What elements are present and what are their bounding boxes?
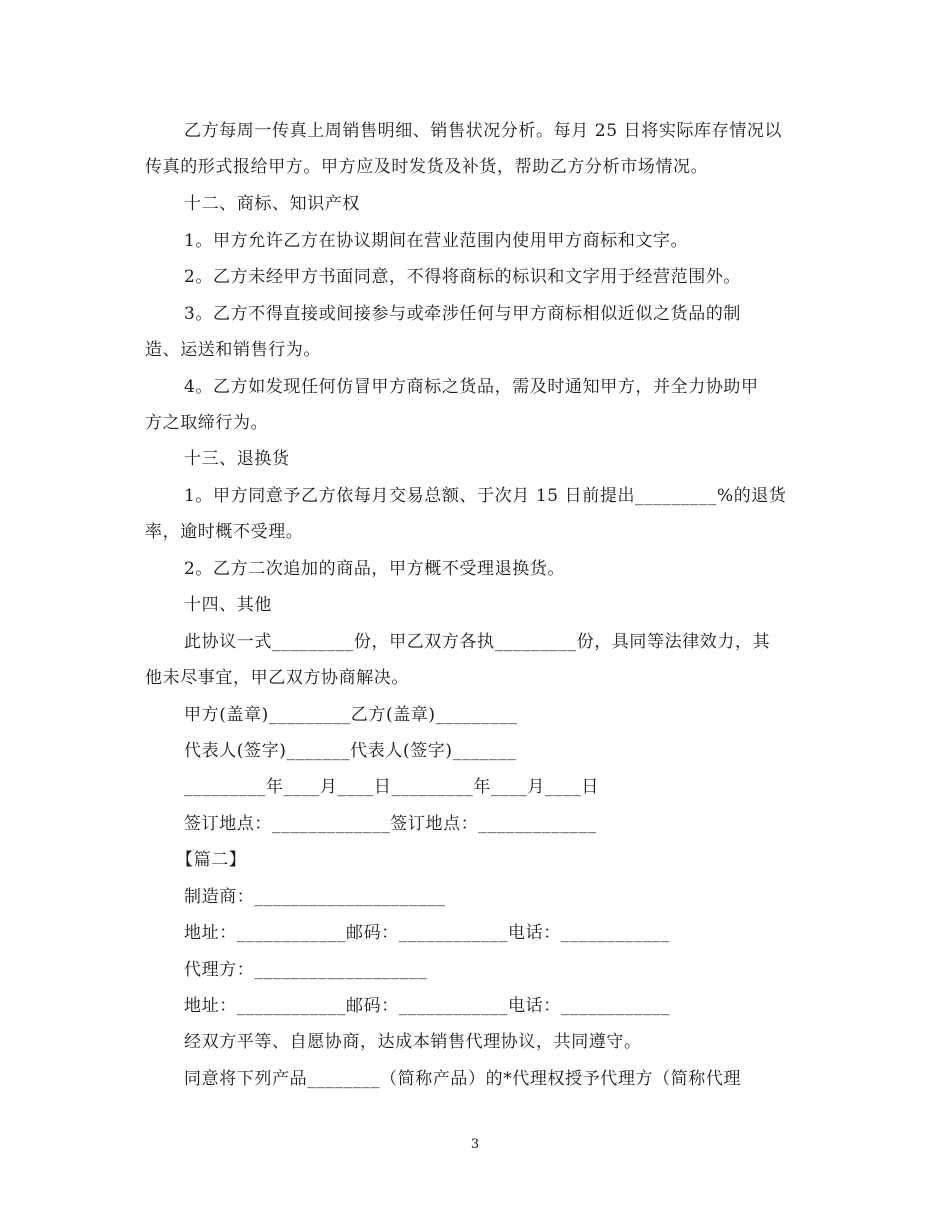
- paragraph-line: 同意将下列产品________（简称产品）的*代理权授予代理方（简称代理: [184, 1069, 742, 1089]
- form-field-line: 代理方：___________________: [184, 960, 428, 980]
- paragraph-line: 乙方每周一传真上周销售明细、销售状况分析。每月 25 日将实际库存情况以: [184, 121, 783, 141]
- section-heading: 十二、商标、知识产权: [184, 194, 360, 214]
- paragraph-line: 1。甲方允许乙方在协议期间在营业范围内使用甲方商标和文字。: [184, 231, 689, 251]
- form-field-line: 地址：____________邮码：____________电话：____________: [184, 923, 670, 943]
- paragraph-line: 传真的形式报给甲方。甲方应及时发货及补货，帮助乙方分析市场情况。: [145, 157, 709, 177]
- form-field-line: 制造商：_____________________: [184, 887, 446, 907]
- signature-line: 代表人(签字)_______代表人(签字)_______: [184, 741, 517, 761]
- section-heading: 【篇二】: [176, 850, 247, 870]
- paragraph-line: 经双方平等、自愿协商，达成本销售代理协议，共同遵守。: [184, 1032, 642, 1052]
- paragraph-line: 方之取缔行为。: [145, 413, 269, 433]
- paragraph-line: 他未尽事宜，甲乙双方协商解决。: [145, 668, 409, 688]
- paragraph-line: 2。乙方未经甲方书面同意，不得将商标的标识和文字用于经营范围外。: [184, 267, 742, 287]
- paragraph-line: 此协议一式_________份，甲乙双方各执_________份，具同等法律效力，其: [184, 632, 771, 652]
- paragraph-line: 4。乙方如发现任何仿冒甲方商标之货品，需及时通知甲方，并全力协助甲: [184, 377, 759, 397]
- section-heading: 十四、其他: [184, 595, 272, 615]
- signing-place-line: 签订地点：_____________签订地点：_____________: [184, 814, 597, 834]
- paragraph-line: 1。甲方同意予乙方依每月交易总额、于次月 15 日前提出_________%的退货: [184, 486, 787, 506]
- paragraph-line: 3。乙方不得直接或间接参与或牵涉任何与甲方商标相似近似之货品的制: [184, 304, 742, 324]
- form-field-line: 地址：____________邮码：____________电话：____________: [184, 996, 670, 1016]
- page-number: 3: [470, 1137, 480, 1152]
- date-line: _________年____月____日_________年____月____日: [184, 777, 599, 797]
- paragraph-line: 造、运送和销售行为。: [145, 340, 321, 360]
- paragraph-line: 2。乙方二次追加的商品，甲方概不受理退换货。: [184, 559, 566, 579]
- paragraph-line: 率，逾时概不受理。: [145, 522, 304, 542]
- section-heading: 十三、退换货: [184, 449, 290, 469]
- signature-line: 甲方(盖章)_________乙方(盖章)_________: [184, 705, 518, 725]
